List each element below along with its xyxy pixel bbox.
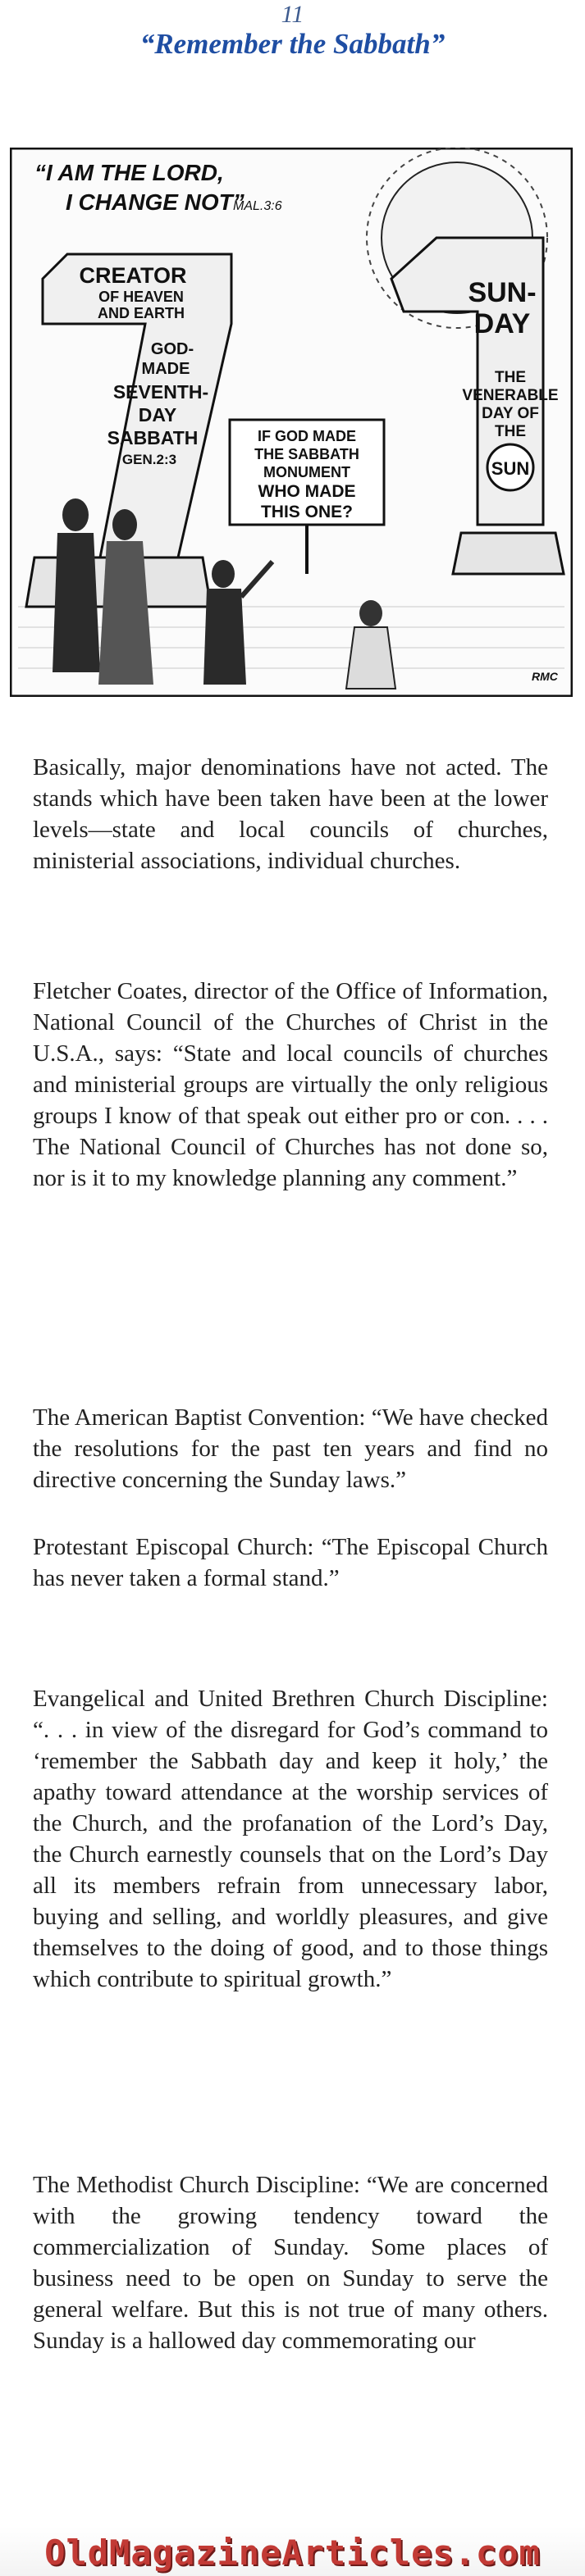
sunday-label-line1: SUN- <box>468 277 537 308</box>
venerable-line2: VENERABLE <box>462 387 559 404</box>
seven-line4: DAY <box>138 404 177 426</box>
artist-signature: RMC <box>532 670 558 683</box>
sunday-label-line2: DAY <box>473 308 531 339</box>
venerable-line1: THE <box>495 369 526 386</box>
sun-emblem-label: SUN <box>491 458 530 479</box>
sign-line2: THE SABBATH <box>254 446 359 462</box>
cartoon-scripture-line2: I CHANGE NOT” <box>66 189 245 215</box>
editorial-cartoon <box>10 148 573 697</box>
article-paragraph-6: The Methodist Church Discipline: “We are concerned with the growing tendency toward the commercialization of Sunday. Some places of business need to be open on Sunday to serve the general welfare. But this is not true of many others. Sunday is a hallowed day commemorating our <box>33 2172 548 2354</box>
sign-line4: WHO MADE <box>258 482 356 501</box>
article-paragraph-5: Evangelical and United Brethren Church Discipline: “. . . in view of the disregard for God’s command to ‘remember the Sabbath day and keep it holy,’ the apathy toward attendance at the worship services of the Church, and the profanation of the Lord’s Day, the Church earnestly counsels that on the Lord’s Day all its members refrain from unnecessary labor, buying and selling, and worldly pleasures, and give themselves to the doing of good, and to those things which contribute to spiritual growth.” <box>33 1686 548 1992</box>
seven-line1: GOD- <box>150 340 194 358</box>
seven-line6: GEN.2:3 <box>121 452 177 467</box>
cartoon-scripture-line1: “I AM THE LORD, <box>34 160 224 185</box>
seven-line2: MADE <box>141 360 190 378</box>
article-paragraph-4: Protestant Episcopal Church: “The Episcopal Church has never taken a formal stand.” <box>33 1534 548 1591</box>
seven-line3: SEVENTH- <box>112 381 209 403</box>
creator-line2: OF HEAVEN <box>98 289 184 305</box>
sign-line5: THIS ONE? <box>260 503 354 521</box>
venerable-line4: THE <box>495 423 526 440</box>
site-watermark[interactable]: OldMagazineArticles.com <box>44 2533 541 2573</box>
sign-line1: IF GOD MADE <box>258 428 356 444</box>
creator-line1: CREATOR <box>79 263 187 288</box>
creator-line3: AND EARTH <box>98 305 185 321</box>
cartoon-scripture-ref: MAL.3:6 <box>233 199 282 213</box>
footer-bar <box>0 2527 585 2576</box>
sign-line3: MONUMENT <box>263 464 350 480</box>
page-title: “Remember the Sabbath” <box>139 28 446 60</box>
article-paragraph-3: The American Baptist Convention: “We have checked the resolutions for the past ten years and find no directive concerning the Sunday laws.” <box>33 1404 548 1493</box>
article-paragraph-1: Basically, major denominations have not acted. The stands which have been taken have been at the lower levels—state and local councils of churches, ministerial associations, individual churches. <box>33 754 548 874</box>
venerable-line3: DAY OF <box>482 405 539 422</box>
seven-line5: SABBATH <box>107 427 199 448</box>
article-paragraph-2: Fletcher Coates, director of the Office of Information, National Council of the Churches of Christ in the U.S.A., says: “State and local councils of churches and ministerial groups are virtually the only religious groups I know of that speak out either pro or con. . . . The National Council of Churches has not done so, nor is it to my knowledge planning any comment.” <box>33 978 548 1191</box>
page-number: 11 <box>281 1 304 28</box>
